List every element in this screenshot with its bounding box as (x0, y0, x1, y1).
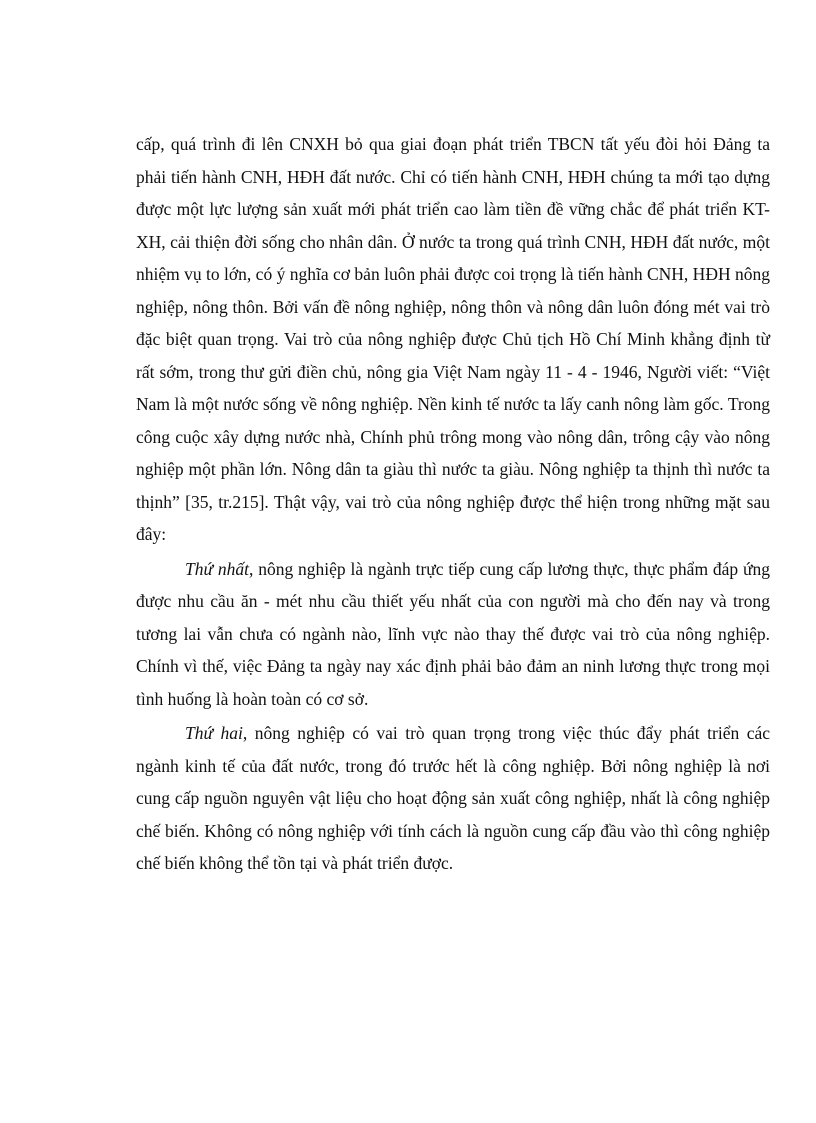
paragraph-first-role (136, 553, 770, 716)
document-page (136, 128, 770, 880)
paragraph-first-role-text: , nông nghiệp là ngành trực tiếp cung cấp lương thực, thực phẩm đáp ứng được nhu cầu ăn - mét nhu cầu thiết yếu nhất của con người mà cho đến nay và trong tương lai vẫn chưa có ngành nào, lĩnh vực nào thay thế được vai trò của nông nghiệp. Chính vì thế, việc Đảng ta ngày nay xác định phải bảo đảm an ninh lương thực trong mọi tình huống là hoàn toàn có cơ sở. (136, 558, 770, 709)
paragraph-second-role-text: , nông nghiệp có vai trò quan trọng trong việc thúc đẩy phát triển các ngành kinh tế của đất nước, trong đó trước hết là công nghiệp. Bởi nông nghiệp là nơi cung cấp nguồn nguyên vật liệu cho hoạt động sản xuất công nghiệp, nhất là công nghiệp chế biến. Không có nông nghiệp với tính cách là nguồn cung cấp đầu vào thì công nghiệp chế biến không thể tồn tại và phát triển được. (136, 723, 770, 873)
paragraph-second-role-lead: Thứ hai (185, 723, 243, 743)
paragraph-second-role (136, 717, 770, 880)
paragraph-intro-text: cấp, quá trình đi lên CNXH bỏ qua giai đoạn phát triển TBCN tất yếu đòi hỏi Đảng ta phải tiến hành CNH, HĐH đất nước. Chỉ có tiến hành CNH, HĐH chúng ta mới tạo dựng được một lực lượng sản xuất mới phát triển cao làm tiền đề vững chắc để phát triển KT-XH, cải thiện đời sống cho nhân dân. Ở nước ta trong quá trình CNH, HĐH đất nước, một nhiệm vụ to lớn, có ý nghĩa cơ bản luôn phải được coi trọng là tiến hành CNH, HĐH nông nghiệp, nông thôn. Bởi vấn đề nông nghiệp, nông thôn và nông dân luôn đóng mét vai trò đặc biệt quan trọng. Vai trò của nông nghiệp được Chủ tịch Hồ Chí Minh khẳng định từ rất sớm, trong thư gửi điền chủ, nông gia Việt Nam ngày 11 - 4 - 1946, Người viết: “Việt Nam là một nước sống về nông nghiệp. Nền kinh tế nước ta lấy canh nông làm gốc. Trong công cuộc xây dựng nước nhà, Chính phủ trông mong vào nông dân, trông cậy vào nông nghiệp một phần lớn. Nông dân ta giàu thì nước ta giàu. Nông nghiệp ta thịnh thì nước ta thịnh” [35, tr.215]. Thật vậy, vai trò của nông nghiệp được thể hiện trong những mặt sau đây: (136, 134, 770, 544)
paragraph-intro (136, 128, 770, 551)
paragraph-first-role-lead: Thứ nhất (185, 558, 249, 579)
